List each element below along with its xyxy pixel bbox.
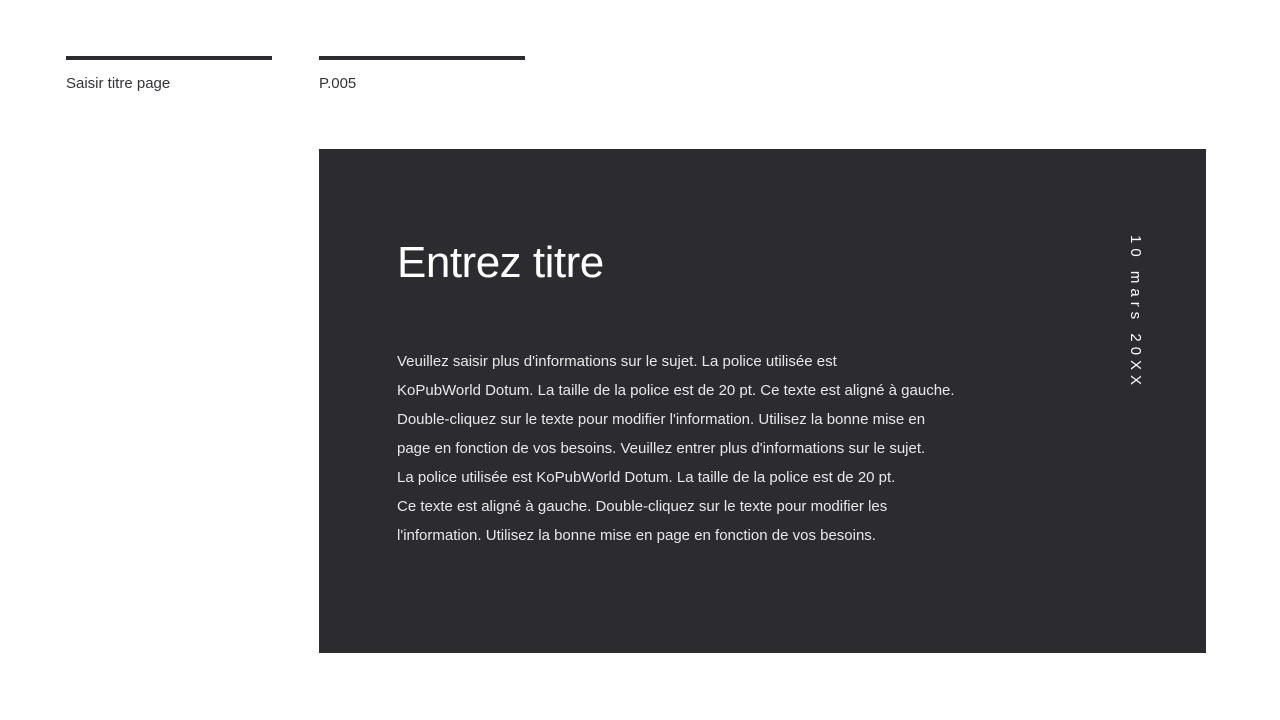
- body-line: page en fonction de vos besoins. Veuillez entrer plus d'informations sur le sujet.: [397, 440, 926, 457]
- body-line: KoPubWorld Dotum. La taille de la police est de 20 pt. Ce texte est aligné à gauche.: [397, 382, 955, 399]
- panel-title[interactable]: Entrez titre: [397, 238, 604, 287]
- body-line: Ce texte est aligné à gauche. Double-cliquez sur le texte pour modifier les: [397, 498, 888, 515]
- body-line: Veuillez saisir plus d'informations sur le sujet. La police utilisée est: [397, 353, 837, 370]
- page-title-label[interactable]: Saisir titre page: [66, 75, 171, 92]
- page-number[interactable]: P.005: [319, 75, 357, 92]
- body-line: La police utilisée est KoPubWorld Dotum. La taille de la police est de 20 pt.: [397, 469, 896, 486]
- body-line: l'information. Utilisez la bonne mise en page en fonction de vos besoins.: [397, 527, 876, 544]
- panel-body-text[interactable]: [397, 347, 997, 550]
- date-label[interactable]: 10 mars 20XX: [1127, 235, 1144, 391]
- header-rule-right: [319, 56, 525, 60]
- content-panel: [319, 149, 1206, 653]
- body-line: Double-cliquez sur le texte pour modifier l'information. Utilisez la bonne mise en: [397, 411, 926, 428]
- header-rule-left: [66, 56, 272, 60]
